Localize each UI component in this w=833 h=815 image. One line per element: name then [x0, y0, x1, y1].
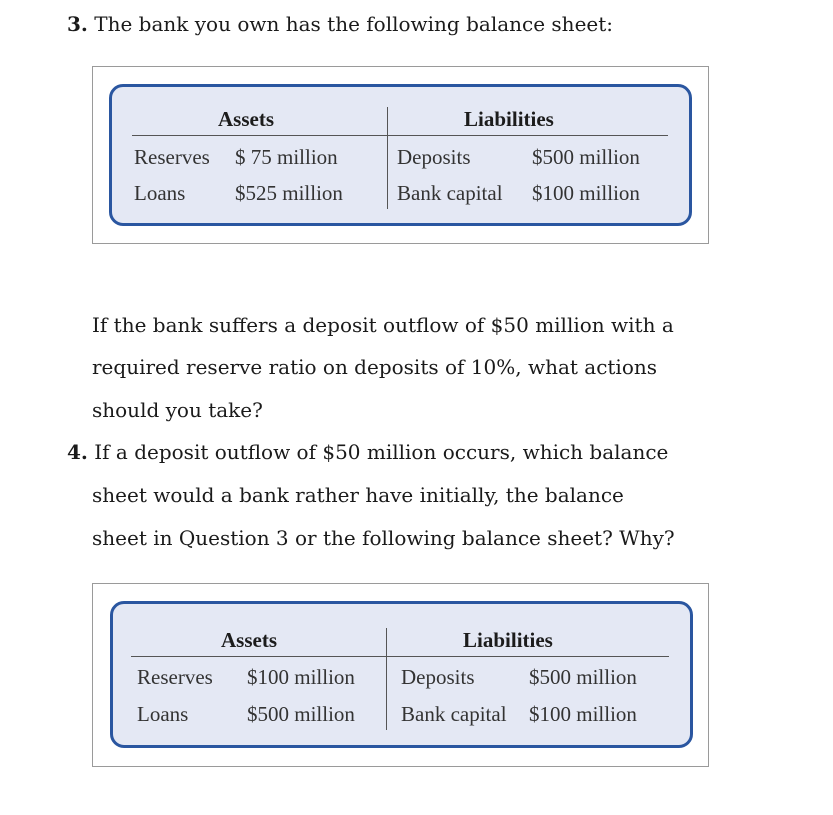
asset-label: Loans — [137, 702, 189, 726]
asset-label: Loans — [134, 181, 186, 205]
liabilities-header: Liabilities — [463, 628, 553, 652]
question-3-line: If the bank suffers a deposit outflow of $50 million with a — [92, 313, 674, 337]
question-4-line: sheet would a bank rather have initially, the balance — [92, 483, 624, 507]
balance-sheet-1-frame — [92, 66, 709, 244]
liability-value: $100 million — [532, 181, 640, 205]
question-3-intro: The bank you own has the following balance sheet: — [94, 12, 614, 36]
asset-value: $ 75 million — [235, 145, 338, 169]
question-4-number: 4. — [67, 440, 88, 464]
question-3-line: required reserve ratio on deposits of 10%, what actions — [92, 355, 658, 379]
asset-label: Reserves — [137, 665, 213, 689]
liability-label: Bank capital — [401, 702, 507, 726]
asset-value: $500 million — [247, 702, 355, 726]
liabilities-header: Liabilities — [464, 107, 554, 131]
question-4-first-line — [67, 441, 668, 463]
column-divider — [387, 107, 388, 209]
liability-value: $500 million — [532, 145, 640, 169]
assets-header: Assets — [221, 628, 277, 652]
question-4-line: If a deposit outflow of $50 million occurs, which balance — [94, 440, 669, 464]
liability-label: Bank capital — [397, 181, 503, 205]
question-4-line: sheet in Question 3 or the following balance sheet? Why? — [92, 526, 675, 550]
liability-value: $500 million — [529, 665, 637, 689]
assets-header: Assets — [218, 107, 274, 131]
balance-sheet-2 — [110, 601, 693, 748]
asset-label: Reserves — [134, 145, 210, 169]
liability-value: $100 million — [529, 702, 637, 726]
question-3-heading — [67, 13, 613, 35]
balance-sheet-2-frame — [92, 583, 709, 767]
column-divider — [386, 628, 387, 730]
liability-label: Deposits — [401, 665, 475, 689]
header-divider — [131, 656, 669, 657]
balance-sheet-1 — [109, 84, 692, 226]
question-3-number: 3. — [67, 12, 88, 36]
asset-value: $100 million — [247, 665, 355, 689]
liability-label: Deposits — [397, 145, 471, 169]
header-divider — [132, 135, 668, 136]
question-3-line: should you take? — [92, 398, 263, 422]
asset-value: $525 million — [235, 181, 343, 205]
